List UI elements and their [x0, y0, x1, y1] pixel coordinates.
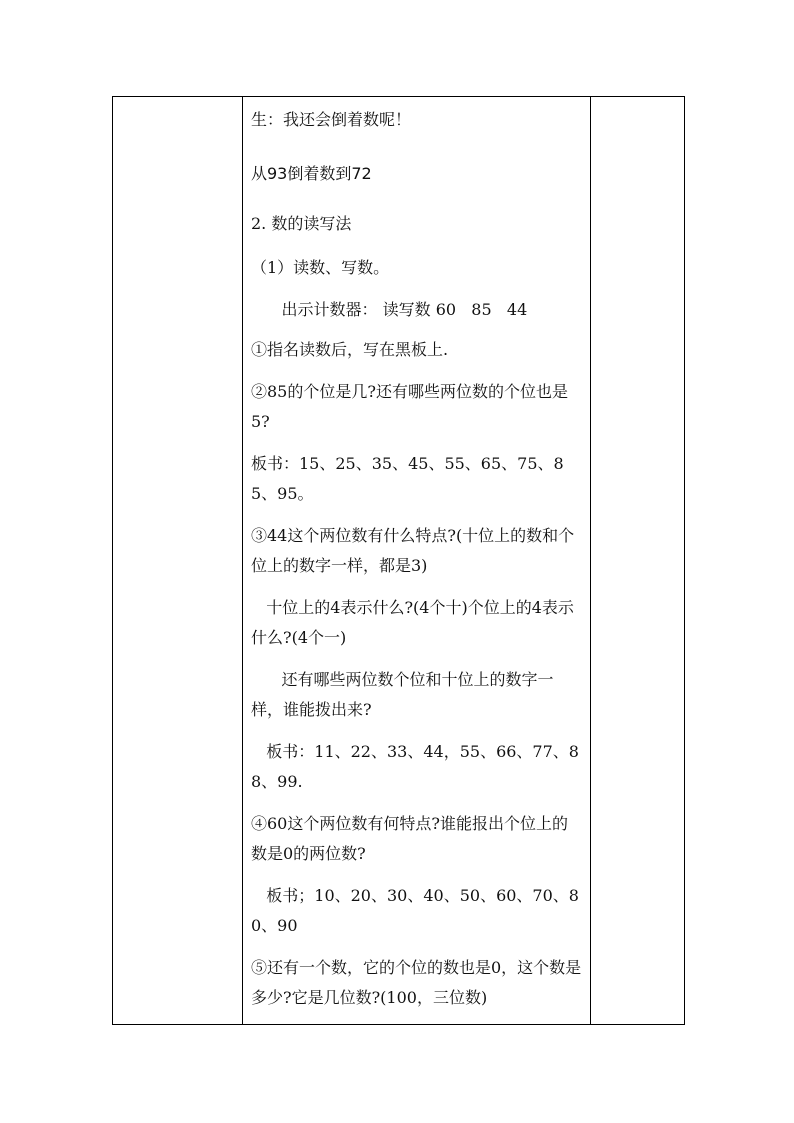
step-2: ②85的个位是几?还有哪些两位数的个位也是5? [251, 382, 568, 431]
line-count-backwards: 从93倒着数到72 [251, 164, 372, 183]
step-3-question: 还有哪些两位数个位和十位上的数字一样，谁能拨出来? [251, 670, 554, 719]
step-5: ⑤还有一个数，它的个位的数也是0，这个数是多少?它是几位数?(100，三位数) [251, 958, 582, 1007]
line-student-reply: 生：我还会倒着数呢！ [251, 110, 412, 129]
board-writing-2: 板书：11、22、33、44，55、66、77、88、99. [251, 742, 579, 791]
line-counter-display: 出示计数器： 读写数 60 85 44 [251, 300, 528, 319]
step-1: ①指名读数后，写在黑板上. [251, 340, 449, 359]
section-heading: 2. 数的读写法 [251, 214, 352, 233]
content-cell [243, 97, 591, 1025]
right-column-cell [591, 97, 685, 1025]
subsection-heading: （1）读数、写数。 [251, 258, 390, 277]
step-4: ④60这个两位数有何特点?谁能报出个位上的数是0的两位数? [251, 814, 568, 863]
lesson-table [112, 96, 685, 1025]
step-3: ③44这个两位数有什么特点?(十位上的数和个位上的数字一样，都是3) [251, 526, 575, 575]
board-writing-1: 板书：15、25、35、45、55、65、75、85、95。 [251, 454, 564, 503]
table-row [113, 97, 685, 1025]
step-3-followup: 十位上的4表示什么?(4个十)个位上的4表示什么?(4个一) [251, 598, 574, 647]
content-body [243, 105, 590, 1013]
left-column-cell [113, 97, 243, 1025]
board-writing-3: 板书；10、20、30、40、50、60、70、80、90 [251, 886, 579, 935]
